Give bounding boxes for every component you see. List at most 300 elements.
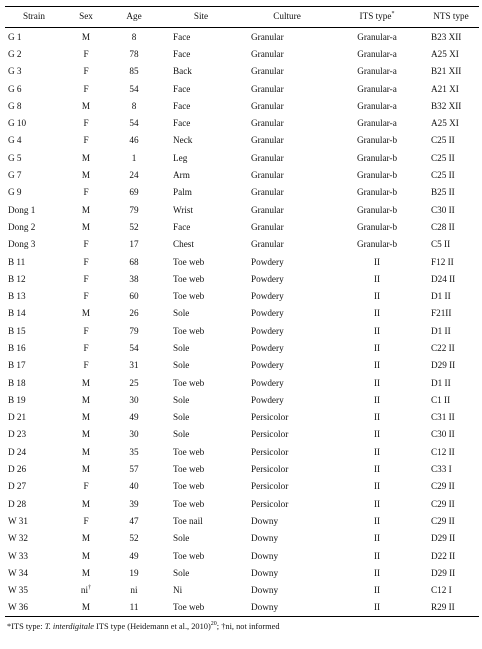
cell-sex-text: F [83,342,89,353]
cell-sex [63,28,109,46]
cell-site-text: Face [173,100,191,111]
cell-site [159,201,243,218]
cell-culture [243,374,331,391]
cell-its-type-text: Granular-a [357,83,397,94]
cell-sex [63,374,109,391]
cell-nts-type-text: D29 II [431,567,456,578]
cell-site-text: Face [173,83,191,94]
cell-age-text: 46 [129,135,139,146]
cell-site [159,391,243,408]
cell-age-text: 47 [129,515,139,526]
cell-culture [243,512,331,529]
cell-nts-type [423,97,479,114]
cell-strain-text: G 6 [8,83,22,94]
table-row [5,443,479,460]
cell-sex [63,339,109,356]
cell-site [159,322,243,339]
cell-culture [243,132,331,149]
cell-culture [243,564,331,581]
cell-nts-type [423,530,479,547]
table-row [5,495,479,512]
cell-nts-type-text: B23 XII [431,31,462,42]
cell-its-type [331,201,423,218]
cell-nts-type [423,409,479,426]
table-row [5,97,479,114]
cell-its-type-text: Granular-b [356,135,398,146]
cell-nts-type [423,564,479,581]
cell-age-text: 78 [129,48,139,59]
cell-strain-text: W 31 [8,515,28,526]
table-row [5,253,479,270]
cell-site [159,339,243,356]
cell-its-type-text: Granular-a [357,118,397,129]
cell-site-text: Toe web [173,256,205,267]
cell-site [159,166,243,183]
cell-nts-type-text: B32 XII [431,100,462,111]
cell-site [159,547,243,564]
cell-culture-text: Granular [251,135,284,146]
cell-nts-type [423,305,479,322]
cell-nts-type-text: C29 II [431,515,455,526]
cell-culture-text: Granular [251,83,284,94]
cell-nts-type-text: C25 II [431,152,455,163]
cell-sex [63,45,109,62]
cell-nts-type [423,357,479,374]
table-row [5,270,479,287]
cell-its-type-text: Granular-b [356,152,398,163]
table-row [5,322,479,339]
cell-site-text: Sole [173,412,190,423]
cell-age [109,132,159,149]
table-row [5,582,479,599]
cell-strain-text: W 32 [8,533,28,544]
cell-culture [243,218,331,235]
cell-site-text: Chest [173,239,194,250]
cell-its-type-text: II [373,256,381,267]
table-row [5,184,479,201]
cell-its-type [331,339,423,356]
cell-its-type [331,97,423,114]
cell-its-type-text: II [373,515,381,526]
cell-culture-text: Persicolor [251,481,289,492]
table-row [5,305,479,322]
cell-strain [5,166,63,183]
cell-strain-text: B 14 [8,308,26,319]
cell-nts-type [423,201,479,218]
cell-age-text: 79 [129,204,139,215]
cell-strain-text: B 19 [8,394,26,405]
cell-its-type-text: II [373,325,381,336]
cell-culture-text: Downy [251,533,279,544]
cell-sex-text: M [81,31,91,42]
cell-site [159,512,243,529]
cell-nts-type-text: C33 I [431,464,452,475]
cell-sex-text: M [81,152,91,163]
cell-site [159,582,243,599]
cell-its-type [331,166,423,183]
cell-strain [5,599,63,617]
cell-culture [243,80,331,97]
cell-its-type-text: II [373,464,381,475]
cell-strain-text: B 12 [8,273,26,284]
cell-nts-type-text: C30 II [431,204,455,215]
cell-nts-type [423,270,479,287]
cell-its-type-text: Granular-b [356,170,398,181]
cell-culture-text: Powdery [251,377,284,388]
cell-age [109,149,159,166]
cell-age-text: 68 [129,256,139,267]
cell-culture [243,28,331,46]
cell-its-type [331,391,423,408]
cell-site-text: Face [173,221,191,232]
table-row [5,149,479,166]
cell-site-text: Back [173,66,192,77]
cell-age-text: 49 [129,550,139,561]
cell-strain [5,409,63,426]
cell-sex-text: M [81,221,91,232]
cell-age-text: 60 [129,291,139,302]
cell-its-type-text: Granular-a [357,100,397,111]
cell-age [109,270,159,287]
cell-site [159,236,243,253]
cell-strain-text: G 2 [8,48,22,59]
cell-nts-type [423,80,479,97]
cell-age-text: ni [130,585,138,596]
cell-its-type [331,409,423,426]
cell-nts-type [423,547,479,564]
table-row [5,218,479,235]
cell-site [159,357,243,374]
cell-nts-type-text: D1 II [431,291,451,302]
cell-sex-text: F [83,83,89,94]
cell-its-type-text: II [373,412,381,423]
cell-culture-text: Granular [251,66,284,77]
cell-strain [5,45,63,62]
cell-its-type-text: II [373,377,381,388]
cell-its-type [331,374,423,391]
cell-culture-text: Granular [251,204,284,215]
cell-sex-text: F [83,256,89,267]
cell-nts-type [423,512,479,529]
cell-its-type [331,564,423,581]
header-site: Site [159,7,243,28]
cell-its-type-text: Granular-a [357,31,397,42]
cell-site [159,426,243,443]
cell-its-type-text: II [373,429,381,440]
cell-culture-text: Persicolor [251,498,289,509]
cell-nts-type [423,166,479,183]
cell-site-text: Toe web [173,602,205,613]
cell-sex-text: F [83,66,89,77]
cell-sex [63,391,109,408]
cell-strain [5,374,63,391]
cell-culture-text: Powdery [251,325,284,336]
table-row [5,409,479,426]
cell-culture [243,339,331,356]
cell-culture-text: Downy [251,515,279,526]
cell-sex-text: M [81,308,91,319]
cell-nts-type [423,218,479,235]
cell-age-text: 38 [129,273,139,284]
cell-site [159,114,243,131]
cell-sex [63,63,109,80]
cell-nts-type [423,478,479,495]
cell-sex-text: ni [80,585,89,596]
cell-site [159,599,243,617]
cell-culture [243,530,331,547]
cell-sex-text: F [83,239,89,250]
cell-strain-text: D 27 [8,481,27,492]
cell-strain-text: D 26 [8,464,27,475]
cell-age [109,63,159,80]
cell-its-type-text: II [373,342,381,353]
cell-strain-text: B 17 [8,360,26,371]
cell-culture [243,305,331,322]
cell-strain-text: G 5 [8,152,22,163]
cell-culture-text: Granular [251,100,284,111]
cell-age [109,374,159,391]
cell-its-type-text: II [373,567,381,578]
footnote-species: T. interdigitale [44,622,95,632]
cell-strain-text: B 15 [8,325,26,336]
cell-strain-text: Dong 3 [8,239,36,250]
table-row [5,357,479,374]
cell-age-text: 79 [129,325,139,336]
cell-site [159,253,243,270]
cell-its-type-text: II [373,291,381,302]
cell-strain-text: D 21 [8,412,27,423]
cell-culture [243,322,331,339]
cell-culture-text: Powdery [251,291,284,302]
cell-age-text: 54 [129,83,139,94]
cell-age [109,201,159,218]
cell-strain [5,391,63,408]
cell-culture-text: Persicolor [251,429,289,440]
cell-age [109,218,159,235]
header-row [5,7,479,28]
cell-nts-type-text: C12 I [431,585,452,596]
header-strain: Strain [5,7,63,28]
cell-strain [5,478,63,495]
cell-culture-text: Granular [251,187,284,198]
cell-strain-text: G 8 [8,100,22,111]
cell-nts-type [423,391,479,408]
cell-culture-text: Downy [251,567,279,578]
header-its-footnote-mark: * [391,10,395,17]
cell-sex-text: F [83,360,89,371]
cell-culture [243,45,331,62]
cell-nts-type [423,149,479,166]
cell-sex [63,582,109,599]
cell-age-text: 31 [129,360,139,371]
cell-strain-text: B 16 [8,342,26,353]
table-row [5,80,479,97]
cell-age-text: 49 [129,412,139,423]
cell-sex [63,460,109,477]
cell-sex [63,97,109,114]
cell-age [109,339,159,356]
cell-sex-text: F [83,481,89,492]
cell-site [159,287,243,304]
cell-site [159,409,243,426]
table-row [5,166,479,183]
cell-strain-text: W 34 [8,567,28,578]
cell-culture [243,149,331,166]
cell-sex [63,80,109,97]
cell-strain [5,28,63,46]
cell-site-text: Toe nail [173,515,203,526]
cell-strain [5,253,63,270]
table-body [5,28,479,617]
cell-age [109,114,159,131]
cell-strain [5,547,63,564]
cell-culture [243,391,331,408]
sex-footnote-mark: † [88,585,92,592]
cell-site-text: Toe web [173,481,205,492]
cell-strain [5,322,63,339]
cell-its-type [331,63,423,80]
cell-site-text: Face [173,48,191,59]
cell-its-type [331,478,423,495]
cell-its-type [331,253,423,270]
cell-culture [243,114,331,131]
cell-site-text: Arm [173,170,190,181]
cell-nts-type-text: B21 XII [431,66,462,77]
cell-strain [5,132,63,149]
cell-its-type-text: II [373,481,381,492]
cell-its-type-text: II [373,585,381,596]
table-header [5,7,479,28]
cell-sex [63,201,109,218]
cell-sex [63,132,109,149]
cell-culture-text: Powdery [251,360,284,371]
cell-culture [243,599,331,617]
cell-site [159,28,243,46]
cell-sex [63,305,109,322]
cell-culture-text: Granular [251,239,284,250]
cell-nts-type-text: C25 II [431,170,455,181]
cell-site-text: Toe web [173,325,205,336]
cell-site-text: Toe web [173,446,205,457]
cell-age-text: 24 [129,170,139,181]
cell-site-text: Sole [173,360,190,371]
cell-nts-type-text: C29 II [431,498,455,509]
cell-culture-text: Powdery [251,394,284,405]
cell-age [109,236,159,253]
cell-culture [243,443,331,460]
cell-sex-text: F [83,118,89,129]
cell-strain-text: B 13 [8,291,26,302]
cell-sex [63,184,109,201]
cell-age-text: 19 [129,567,139,578]
cell-sex [63,287,109,304]
cell-nts-type-text: A21 XI [431,83,459,94]
cell-strain [5,149,63,166]
cell-sex-text: F [83,135,89,146]
table-row [5,460,479,477]
cell-strain [5,495,63,512]
cell-sex [63,564,109,581]
cell-site [159,478,243,495]
cell-nts-type-text: C29 II [431,481,455,492]
cell-age [109,460,159,477]
cell-age-text: 54 [129,342,139,353]
cell-age [109,443,159,460]
cell-its-type-text: Granular-b [356,204,398,215]
table-row [5,201,479,218]
cell-nts-type [423,45,479,62]
cell-its-type [331,530,423,547]
cell-nts-type [423,287,479,304]
table-row [5,114,479,131]
cell-culture [243,253,331,270]
cell-age-text: 54 [129,118,139,129]
cell-culture-text: Persicolor [251,412,289,423]
cell-age-text: 26 [129,308,139,319]
table-row [5,374,479,391]
cell-nts-type [423,28,479,46]
cell-sex-text: F [83,325,89,336]
cell-site-text: Sole [173,567,190,578]
cell-strain [5,582,63,599]
cell-age [109,391,159,408]
cell-age-text: 17 [129,239,139,250]
cell-its-type-text: Granular-b [356,221,398,232]
cell-its-type-text: II [373,498,381,509]
cell-site [159,63,243,80]
cell-culture [243,201,331,218]
cell-site-text: Sole [173,308,190,319]
cell-sex [63,599,109,617]
cell-site [159,97,243,114]
cell-nts-type-text: R29 II [431,602,455,613]
table-row [5,599,479,617]
cell-strain [5,287,63,304]
cell-site [159,530,243,547]
cell-sex [63,547,109,564]
cell-culture-text: Granular [251,48,284,59]
cell-age [109,426,159,443]
header-its-type [331,7,423,28]
cell-culture [243,270,331,287]
footnote-middle: ITS type (Heidemann et al., 2010) [94,622,211,632]
table-row [5,564,479,581]
cell-nts-type-text: F21II [431,308,452,319]
cell-age [109,253,159,270]
cell-sex [63,322,109,339]
cell-nts-type [423,322,479,339]
cell-strain [5,564,63,581]
cell-sex [63,270,109,287]
cell-its-type [331,218,423,235]
cell-nts-type [423,460,479,477]
cell-culture-text: Granular [251,31,284,42]
cell-its-type [331,426,423,443]
cell-age [109,357,159,374]
cell-age [109,97,159,114]
cell-culture-text: Powdery [251,273,284,284]
cell-sex [63,149,109,166]
cell-age [109,166,159,183]
cell-nts-type-text: C5 II [431,239,451,250]
cell-its-type [331,599,423,617]
cell-site [159,460,243,477]
cell-strain-text: B 18 [8,377,26,388]
table-row [5,287,479,304]
cell-strain-text: G 7 [8,170,22,181]
cell-site-text: Sole [173,342,190,353]
cell-nts-type-text: D1 II [431,325,451,336]
